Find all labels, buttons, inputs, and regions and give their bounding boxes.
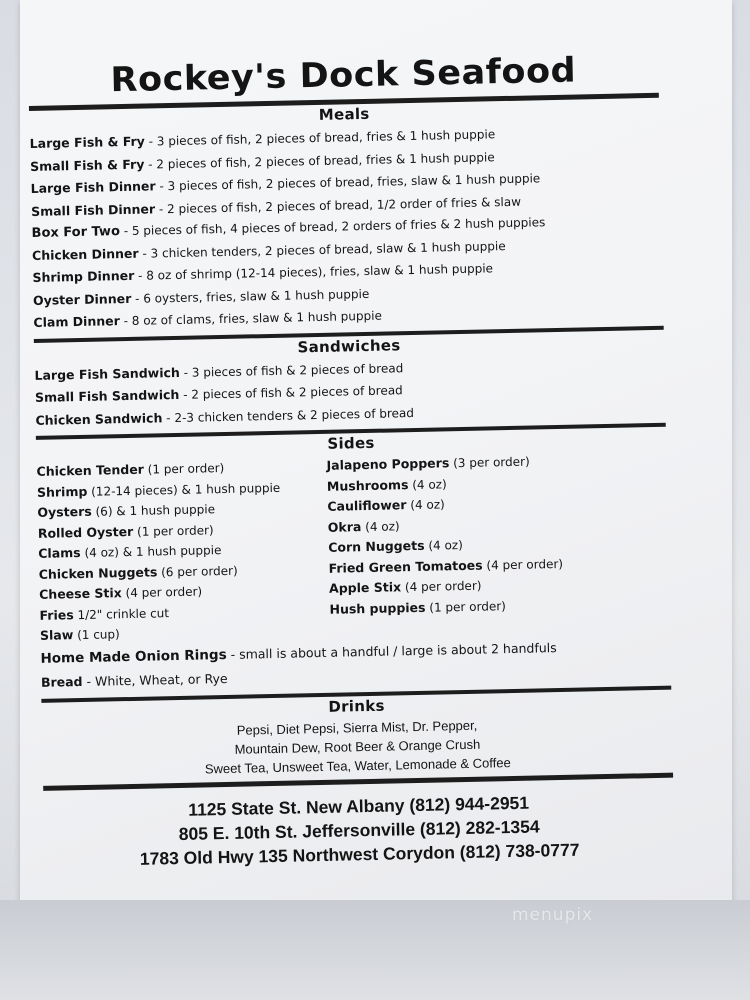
item-name: Chicken Tender [36,461,145,479]
list-item: Large Fish & Fry - 3 pieces of fish, 2 pieces of bread, fries & 1 hush puppie [29,127,496,151]
drinks-list [42,711,673,781]
item-name: Apple Stix [328,579,402,596]
drinks-line: Sweet Tea, Unsweet Tea, Water, Lemonade & Coffee [204,754,511,776]
sides-left-column [36,456,330,647]
item-name: Slaw [39,627,74,643]
list-item: Large Fish Sandwich - 3 pieces of fish & 2 pieces of bread [34,360,404,383]
item-desc: (6) & 1 hush puppie [95,502,216,519]
list-item: Box For Two - 5 pieces of fish, 4 pieces of bread, 2 orders of fries & 2 hush puppies [31,215,546,241]
item-name: Box For Two [31,224,121,241]
location-line: 1783 Old Hwy 135 Northwest Corydon (812) 738-0777 [139,839,580,869]
item-name: Chicken Sandwich [35,409,163,428]
item-desc: 5 pieces of fish, 4 pieces of bread, 2 orders of fries & 2 hush puppies [131,215,546,238]
drinks-line: Mountain Dew, Root Beer & Orange Crush [234,736,481,757]
item-name: Oyster Dinner [32,290,132,308]
item-desc: small is about a handful / large is about 2 handfuls [238,639,557,662]
item-name: Large Fish & Fry [29,133,146,151]
restaurant-title: Rockey's Dock Seafood [110,50,577,101]
item-name: Chicken Nuggets [38,563,158,582]
item-desc: (4 per order) [125,584,203,601]
item-name: Clam Dinner [33,313,120,330]
item-desc: (4 per order) [486,556,564,573]
sandwiches-heading: Sandwiches [297,335,401,356]
item-desc: 1/2" crinkle cut [77,605,170,622]
item-name: Okra [327,518,362,535]
item-name: Jalapeno Poppers [326,455,450,473]
item-name: Home Made Onion Rings [40,646,227,667]
item-desc: White, Wheat, or Rye [94,670,228,689]
item-desc: 8 oz of clams, fries, slaw & 1 hush puppie [131,308,383,328]
desk-surface [0,900,750,1000]
item-desc: 3 pieces of fish, 2 pieces of bread, fries, slaw & 1 hush puppie [167,171,541,194]
item-desc: (4 oz) [428,538,463,553]
item-name: Large Fish Dinner [30,178,156,196]
item-desc: (4 oz) [410,497,445,513]
drinks-line: Pepsi, Diet Pepsi, Sierra Mist, Dr. Pepper, [236,717,478,738]
locations-list [43,787,674,872]
item-name: Hush puppies [329,599,426,617]
item-name: Fries [39,606,74,623]
list-item: Small Fish Dinner - 2 pieces of fish, 2 pieces of bread, 1/2 order of fries & slaw [30,194,522,219]
item-name: Cauliflower [327,497,407,514]
sandwiches-list [34,351,665,432]
list-item: Shrimp Dinner - 8 oz of shrimp (12-14 pieces), fries, slaw & 1 hush puppie [32,261,494,285]
item-name: Small Fish Dinner [30,200,156,219]
list-item: Small Fish Sandwich - 2 pieces of fish & 2 pieces of bread [34,383,403,405]
location-line: 1125 State St. New Albany (812) 944-2951 [188,792,530,820]
item-name: Large Fish Sandwich [34,364,180,383]
item-desc: 6 oysters, fries, slaw & 1 hush puppie [143,286,370,306]
list-item: Chicken Sandwich - 2-3 chicken tenders & 2 pieces of bread [35,405,415,428]
item-desc: 8 oz of shrimp (12-14 pieces), fries, slaw & 1 hush puppie [146,261,494,283]
meals-list [29,120,663,335]
item-name: Chicken Dinner [31,245,139,263]
item-desc: (1 per order) [429,598,507,615]
item-desc: 2 pieces of fish, 2 pieces of bread, fries & 1 hush puppie [156,149,495,171]
item-desc: (4 oz) & 1 hush puppie [84,543,222,560]
item-desc: (4 oz) [365,518,400,534]
item-name: Mushrooms [326,476,409,494]
sides-grid [36,449,670,647]
item-desc: (4 oz) [412,476,447,492]
sides-right-column [326,451,564,640]
item-name: Bread [40,673,83,690]
watermark-logo: menupix [512,905,594,925]
item-name: Small Fish Sandwich [34,386,180,405]
bread-item: Bread - White, Wheat, or Rye [40,670,228,690]
item-desc: 2 pieces of fish, 2 pieces of bread, 1/2 order of fries & slaw [166,194,522,216]
item-name: Oysters [37,503,92,520]
list-item: Small Fish & Fry - 2 pieces of fish, 2 pieces of bread, fries & 1 hush puppie [30,149,495,174]
item-desc: (1 per order) [136,522,214,539]
item-desc: 3 pieces of fish, 2 pieces of bread, fries & 1 hush puppie [156,127,496,149]
item-desc: (3 per order) [452,454,530,471]
list-item [329,594,564,619]
list-item: Large Fish Dinner - 3 pieces of fish, 2 pieces of bread, fries, slaw & 1 hush puppie [30,171,541,196]
item-desc: (1 cup) [76,627,120,643]
item-name: Clams [38,545,81,561]
item-desc: (1 per order) [147,460,225,477]
item-name: Shrimp [36,483,88,500]
sides-heading: Sides [327,433,375,453]
item-name: Small Fish & Fry [30,156,145,174]
menu-sheet [28,49,675,873]
item-name: Rolled Oyster [37,523,134,541]
onion-rings-item: Home Made Onion Rings - small is about a handful / large is about 2 handfuls [40,639,557,667]
list-item: Clam Dinner - 8 oz of clams, fries, slaw & 1 hush puppie [33,308,383,330]
location-line: 805 E. 10th St. Jeffersonville (812) 282-1354 [178,815,540,844]
drinks-heading: Drinks [328,696,385,716]
list-item: Chicken Dinner - 3 chicken tenders, 2 pieces of bread, slaw & 1 hush puppie [31,238,506,263]
item-name: Cheese Stix [38,585,122,602]
item-desc: 3 chicken tenders, 2 pieces of bread, slaw & 1 hush puppie [150,238,506,260]
item-name: Corn Nuggets [328,537,425,555]
item-desc: (6 per order) [161,563,238,579]
item-name: Shrimp Dinner [32,267,135,285]
meals-heading: Meals [318,104,370,124]
item-desc: (4 per order) [404,578,482,595]
item-name: Fried Green Tomatoes [328,557,483,576]
list-item: Oyster Dinner - 6 oysters, fries, slaw & 1 hush puppie [32,286,370,308]
item-desc: 2-3 chicken tenders & 2 pieces of bread [174,405,415,425]
item-desc: 3 pieces of fish & 2 pieces of bread [191,360,404,380]
item-desc: (12-14 pieces) & 1 hush puppie [91,480,281,499]
item-desc: 2 pieces of fish & 2 pieces of bread [191,383,403,402]
